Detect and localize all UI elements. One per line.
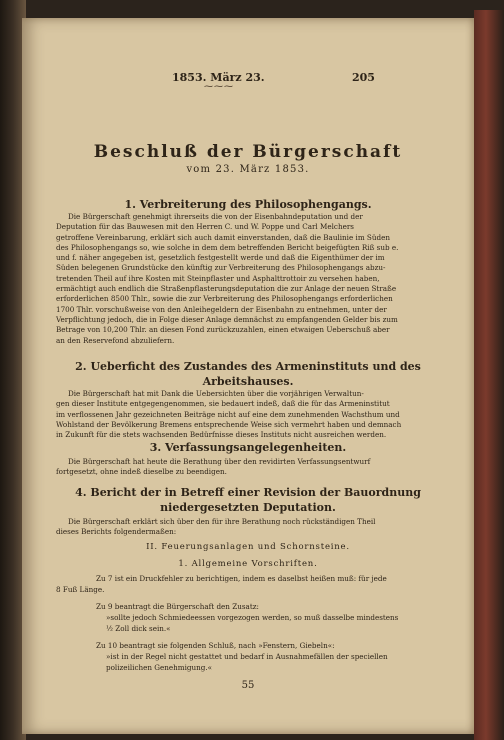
text-line: polizeilichen Genehmigung.« (106, 663, 213, 672)
text-line: Die Bürgerschaft genehmigt ihrerseits die von der Eisenbahndeputation und der (68, 212, 363, 221)
head-ornament: ⁓⁓⁓ (204, 82, 234, 92)
text-line: getroffene Vereinbarung, erklärt sich auch damit einverstanden, daß die Baulinie im Süden (56, 232, 390, 242)
text-line: fortgesetzt, ohne indeß dieselbe zu beendigen. (56, 467, 227, 477)
text-line: Zu 7 ist ein Druckfehler zu berichtigen, indem es daselbst heißen muß: für jede (96, 574, 387, 583)
text-line: ½ Zoll dick sein.« (106, 624, 171, 633)
text-line: erforderlichen 8500 Thlr., sowie die zur Verbreiterung des Philosophengangs erforderlichen (56, 294, 393, 304)
section-2-heading: 2. Ueberficht des Zustandes des Armeninstituts und des (75, 360, 421, 373)
section-2-body (56, 389, 456, 440)
section-4-heading: 4. Bericht der in Betreff einer Revision der Bauordnung (75, 486, 421, 499)
text-line: Die Bürgerschaft erklärt sich über den für ihre Berathung noch rückständigen Theil (68, 517, 376, 526)
text-line: Verpflichtung jedoch, die in Folge dieser Anlage demnächst zu empfangenden Gelder bis zum (56, 314, 398, 324)
document-page (22, 18, 474, 734)
text-line: im verflossenen Jahr gezeichneten Beiträge nicht auf eine dem zunehmenden Wachsthum und (56, 409, 400, 419)
text-line: Wohlstand der Bevölkerung Bremens entsprechende Weise sich vermehrt haben und demnach (56, 419, 402, 429)
section-4-heading-cont: niedergesetzten Deputation. (160, 501, 336, 514)
text-line: tretenden Theil auf ihre Kosten mit Steinpflaster und Asphalttrottoir zu versehen haben, (56, 273, 380, 283)
subpart-heading: 1. Allgemeine Vorschriften. (178, 559, 318, 569)
section-4-intro (56, 517, 456, 538)
text-line: Betrage von 10,200 Thlr. an diesen Fond zurückzuzahlen, einen etwaigen Ueberschuß aber (56, 325, 390, 335)
section-1-heading: 1. Verbreiterung des Philosophengangs. (124, 198, 372, 211)
section-4-items (56, 573, 456, 673)
part-heading: II. Feuerungsanlagen und Schornsteine. (146, 542, 350, 552)
section-1-body (56, 212, 456, 346)
section-3-body (56, 457, 456, 478)
text-line: »sollte jedoch Schmiedeessen vorgezogen werden, so muß dasselbe mindestens (106, 613, 399, 622)
page-number: 205 (352, 71, 375, 84)
text-line: Süden belegenen Grundstücke den künftig zur Verbreiterung des Philosophengangs abzu- (56, 263, 386, 273)
text-line: Zu 10 beantragt sie folgenden Schluß, nach »Fenstern, Giebeln«: (96, 641, 335, 650)
text-line: Zu 9 beantragt die Bürgerschaft den Zusatz: (96, 602, 259, 611)
text-line: an den Reservefond abzuliefern. (56, 335, 175, 345)
section-2-heading-cont: Arbeitshauses. (202, 375, 294, 388)
page-subtitle: vom 23. März 1853. (186, 164, 310, 175)
text-line: ermächtigt auch endlich die Straßenpflasterungsdeputation die zur Anlage der neuen Straße (56, 284, 397, 294)
text-line: dieses Berichts folgendermaßen: (56, 527, 177, 537)
running-head-date: 1853. März 23. (172, 71, 265, 84)
book-cover-edge (474, 10, 504, 740)
section-3-heading: 3. Verfassungsangelegenheiten. (149, 441, 347, 454)
text-line: Die Bürgerschaft hat mit Dank die Uebersichten über die vorjährigen Verwaltun- (68, 389, 364, 398)
text-line: 8 Fuß Länge. (56, 585, 105, 594)
signature-mark: 55 (241, 680, 255, 691)
text-line: 1700 Thlr. vorschußweise von den Anleihegeldern der Eisenbahn zu entnehmen, unter der (56, 304, 387, 314)
text-line: »ist in der Regel nicht gestattet und bedarf in Ausnahmefällen der speciellen (106, 652, 388, 661)
text-line: und f. näher angegeben ist, gesetzlich festgestellt werde und daß die Eigenthümer der im (56, 253, 385, 263)
text-line: des Philosophengangs so, wie solche in dem dem betreffenden Bericht beigefügten Riß sub e. (56, 242, 399, 252)
text-line: gen dieser Institute entgegengenommen, sie bedauert indeß, daß die für das Armeninstitut (56, 399, 390, 409)
text-line: Deputation für das Bauwesen mit den Herren C. und W. Poppe und Carl Melchers (56, 222, 354, 232)
text-line: Die Bürgerschaft hat heute die Berathung über den revidirten Verfassungsentwurf (68, 457, 371, 466)
text-line: in Zukunft für die stets wachsenden Bedürfnisse dieses Instituts nicht ausreichen werden. (56, 430, 387, 440)
page-title: Beschluß der Bürgerschaft (93, 142, 403, 162)
